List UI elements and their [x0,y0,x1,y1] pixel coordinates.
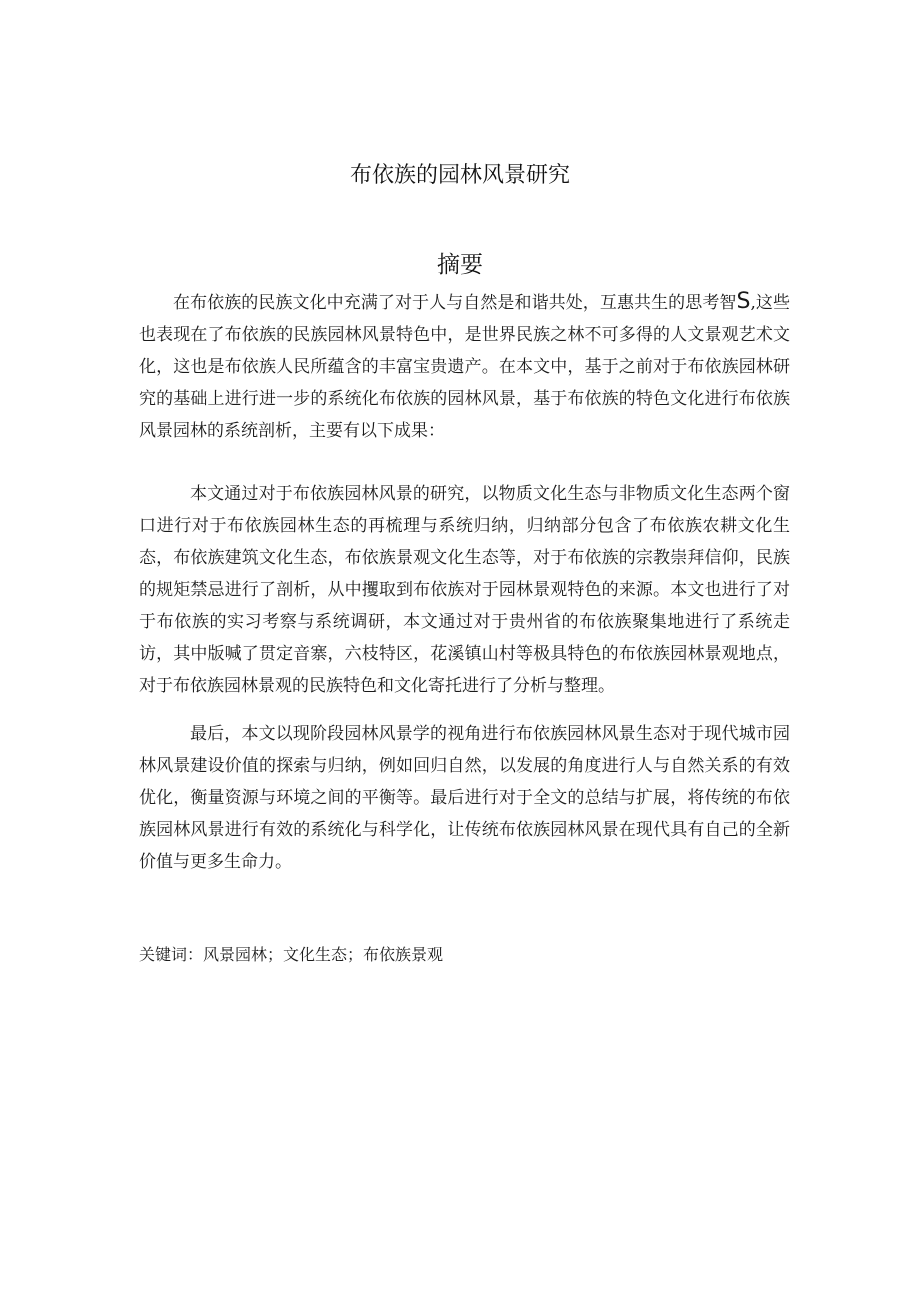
paragraph-1-glyph: S [736,289,751,314]
keywords-line: 关键词：风景园林；文化生态；布依族景观 [139,945,444,964]
paragraph-1-text-before: 在布依族的民族文化中充满了对于人与自然是和谐共处，互惠共生的思考智 [173,293,737,313]
paragraph-1-text-after: ,这些也表现在了布依族的民族园林风景特色中，是世界民族之林不可多得的人文景观艺术文化，这也是布依族人民所蕴含的丰富宝贵遗产。在本文中，基于之前对于布依族园林研究的基础上进行进一步的系统化布依族的园林风景，基于布依族的特色文化进行布依族风景园林的系统剖析，主要有以下成果： [139,293,791,441]
document-title: 布依族的园林风景研究 [349,163,570,188]
abstract-paragraph-1 [139,286,790,447]
abstract-heading: 摘要 [437,252,483,278]
abstract-paragraph-3: 最后，本文以现阶段园林风景学的视角进行布依族园林风景生态对于现代城市园林风景建设价值的探索与归纳，例如回归自然，以发展的角度进行人与自然关系的有效优化，衡量资源与环境之间的平衡等。最后进行对于全文的总结与扩展，将传统的布依族园林风景进行有效的系统化与科学化，让传统布依族园林风景在现代具有自己的全新价值与更多生命力。 [139,724,790,872]
abstract-paragraph-2: 本文通过对于布依族园林风景的研究，以物质文化生态与非物质文化生态两个窗口进行对于布依族园林生态的再梳理与系统归纳，归纳部分包含了布依族农耕文化生态，布依族建筑文化生态，布依族景观文化生态等，对于布依族的宗教崇拜信仰，民族的规矩禁忌进行了剖析，从中攫取到布依族对于园林景观特色的来源。本文也进行了对于布依族的实习考察与系统调研，本文通过对于贵州省的布依族聚集地进行了系统走访，其中版喊了贯定音寨，六枝特区，花溪镇山村等极具特色的布依族园林景观地点，对于布依族园林景观的民族特色和文化寄托进行了分析与整理。 [139,484,790,696]
